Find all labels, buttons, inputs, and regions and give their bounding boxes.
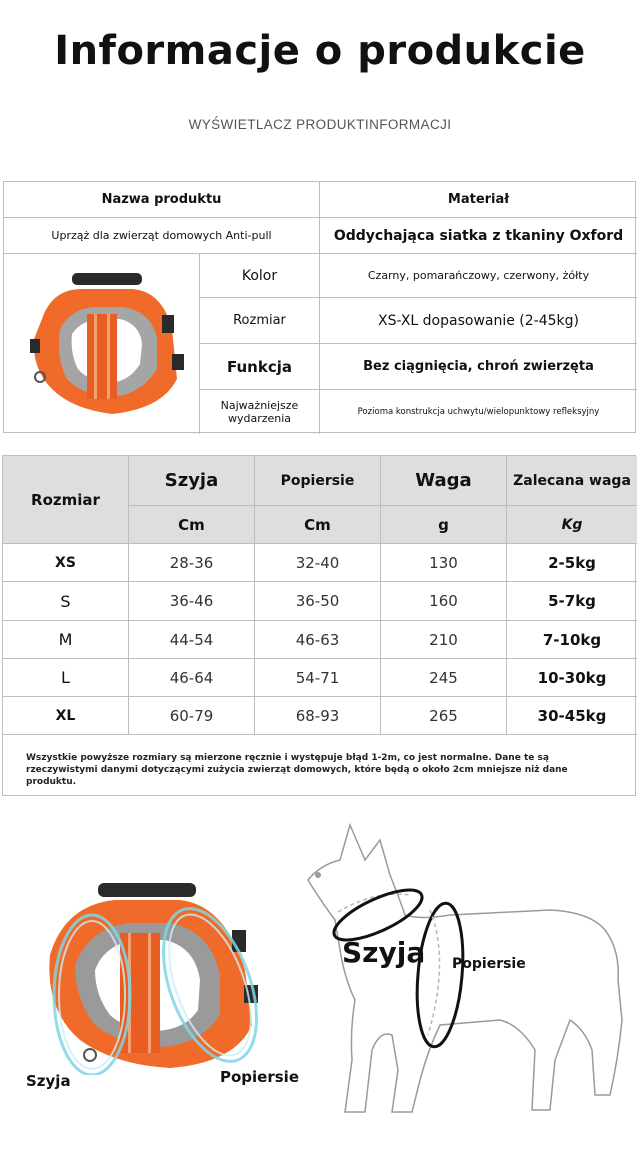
function-value: Bez ciągnięcia, chroń zwierzęta (320, 344, 637, 390)
row-neck: 36-46 (129, 582, 255, 621)
row-weight: 130 (381, 544, 507, 582)
page-title: Informacje o produkcie (54, 28, 586, 74)
size-table (2, 455, 636, 796)
product-name-header: Nazwa produktu (4, 182, 320, 218)
material-header: Materiał (320, 182, 637, 218)
row-chest: 32-40 (255, 544, 381, 582)
row-neck: 60-79 (129, 697, 255, 735)
row-weight: 210 (381, 621, 507, 659)
row-size: L (3, 659, 129, 697)
row-chest: 54-71 (255, 659, 381, 697)
row-weight: 160 (381, 582, 507, 621)
weight-unit: g (381, 506, 507, 544)
weight-header: Waga (381, 456, 507, 506)
color-label: Kolor (200, 254, 320, 298)
recommended-weight-unit: Kg (507, 506, 637, 544)
size-value: XS-XL dopasowanie (2-45kg) (320, 298, 637, 344)
highlights-label: Najważniejsze wydarzenia (200, 390, 320, 434)
row-neck: 44-54 (129, 621, 255, 659)
size-header: Rozmiar (3, 456, 129, 544)
color-value: Czarny, pomarańczowy, czerwony, żółty (320, 254, 637, 298)
row-weight: 245 (381, 659, 507, 697)
harness-chest-label: Popiersie (220, 1068, 299, 1086)
row-neck: 28-36 (129, 544, 255, 582)
recommended-weight-header: Zalecana waga (507, 456, 637, 506)
row-recommended: 7-10kg (507, 621, 637, 659)
function-label: Funkcja (200, 344, 320, 390)
row-recommended: 10-30kg (507, 659, 637, 697)
row-recommended: 30-45kg (507, 697, 637, 735)
neck-unit: Cm (129, 506, 255, 544)
row-recommended: 2-5kg (507, 544, 637, 582)
dog-neck-label: Szyja (342, 936, 426, 969)
row-chest: 46-63 (255, 621, 381, 659)
row-size: XS (3, 544, 129, 582)
row-weight: 265 (381, 697, 507, 735)
row-neck: 46-64 (129, 659, 255, 697)
row-size: XL (3, 697, 129, 735)
harness-measure-image (20, 875, 280, 1075)
neck-header: Szyja (129, 456, 255, 506)
harness-neck-label: Szyja (26, 1072, 71, 1090)
material-value: Oddychająca siatka z tkaniny Oxford (320, 218, 637, 254)
dog-chest-label: Popiersie (452, 956, 526, 972)
measurement-note: Wszystkie powyższe rozmiary są mierzone ręcznie i występuje błąd 1-2m, co jest normalne. Dane te są rzeczywistymi danymi dotyczącymi zużycia zwierząt domowych, które będą o około 2cm mniejsze niż dane produktu. (26, 753, 568, 787)
row-chest: 68-93 (255, 697, 381, 735)
row-size: M (3, 621, 129, 659)
row-recommended: 5-7kg (507, 582, 637, 621)
size-label: Rozmiar (200, 298, 320, 344)
product-info-table (3, 181, 636, 433)
product-name-value: Uprząż dla zwierząt domowych Anti-pull (4, 218, 320, 254)
row-chest: 36-50 (255, 582, 381, 621)
row-size: S (3, 582, 129, 621)
chest-unit: Cm (255, 506, 381, 544)
page-subtitle: WYŚWIETLACZ PRODUKTINFORMACJI (188, 117, 452, 132)
highlights-value: Pozioma konstrukcja uchwytu/wielopunktowy refleksyjny (357, 407, 600, 417)
chest-header: Popiersie (255, 456, 381, 506)
harness-image-cell (4, 254, 200, 434)
harness-image (12, 259, 192, 429)
